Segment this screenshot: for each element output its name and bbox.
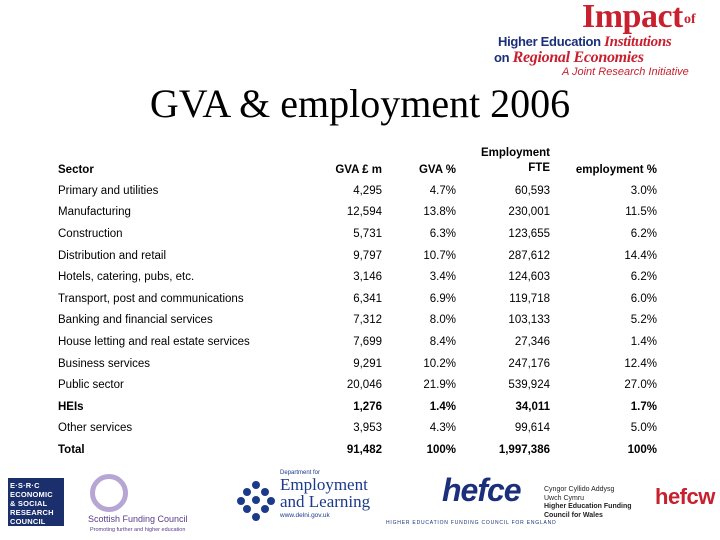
cell-sector: Total xyxy=(58,443,85,456)
cell-employment-pct: 12.4% xyxy=(624,357,657,370)
del-line2: Employment xyxy=(280,475,368,494)
cell-gva-m: 3,146 xyxy=(353,271,382,284)
cell-employment-fte: 60,593 xyxy=(514,184,550,197)
esrc-line: & SOCIAL xyxy=(10,499,48,508)
hefce-logo xyxy=(386,470,557,536)
logo-line2-a: on xyxy=(494,50,510,65)
del-dots-icon xyxy=(236,480,276,524)
del-text xyxy=(280,470,370,519)
cell-gva-m: 20,046 xyxy=(346,379,382,392)
impact-logo xyxy=(488,0,716,80)
cell-gva-pct: 13.8% xyxy=(423,206,456,219)
cell-employment-fte: 103,133 xyxy=(508,314,550,327)
cell-gva-m: 91,482 xyxy=(346,443,382,456)
logo-impact: Impact xyxy=(582,0,683,35)
cell-sector: Business services xyxy=(58,357,151,370)
table-row xyxy=(58,245,657,267)
del-line1: Department for xyxy=(280,470,321,476)
table-row xyxy=(58,180,657,202)
hefce-wordmark: hefce xyxy=(442,472,521,508)
cell-employment-pct: 6.2% xyxy=(630,227,657,240)
cell-employment-pct: 3.0% xyxy=(630,184,657,197)
cell-sector: Transport, post and communications xyxy=(58,292,244,305)
cell-employment-fte: 539,924 xyxy=(508,379,550,392)
cell-sector: Manufacturing xyxy=(58,206,131,219)
cell-employment-pct: 11.5% xyxy=(625,206,657,219)
hefcw-wordmark: hefcw xyxy=(655,484,715,509)
cell-employment-fte: 1,997,386 xyxy=(498,443,550,456)
cell-sector: HEIs xyxy=(58,400,84,413)
cell-gva-pct: 10.2% xyxy=(423,357,456,370)
gva-employment-table xyxy=(58,140,657,461)
cell-sector: Banking and financial services xyxy=(58,314,213,327)
logo-line2-b: Regional Economies xyxy=(512,49,644,66)
table-row xyxy=(58,374,657,396)
table-row xyxy=(58,418,657,440)
cell-employment-fte: 247,176 xyxy=(508,357,550,370)
table-row xyxy=(58,353,657,375)
esrc-line: ECONOMIC xyxy=(10,490,53,499)
cell-gva-pct: 6.9% xyxy=(429,292,456,305)
logo-line3: A Joint Research Initiative xyxy=(562,66,689,78)
cell-employment-pct: 5.0% xyxy=(630,422,657,435)
cell-gva-m: 3,953 xyxy=(353,422,382,435)
table-row xyxy=(58,223,657,245)
sfc-circle-icon xyxy=(90,474,128,512)
cell-gva-pct: 3.4% xyxy=(429,271,456,284)
cell-gva-pct: 8.4% xyxy=(429,335,456,348)
cell-gva-pct: 21.9% xyxy=(423,379,456,392)
footer-logos xyxy=(0,470,720,540)
hefce-subtitle: HIGHER EDUCATION FUNDING COUNCIL FOR ENGLAND xyxy=(386,520,557,526)
table-row xyxy=(58,396,657,418)
cell-employment-pct: 27.0% xyxy=(624,379,657,392)
logo-line2 xyxy=(494,49,644,67)
cell-gva-m: 12,594 xyxy=(346,206,382,219)
cell-sector: Other services xyxy=(58,422,133,435)
cell-sector: House letting and real estate services xyxy=(58,335,250,348)
cell-employment-fte: 119,718 xyxy=(509,292,550,305)
cell-employment-pct: 5.2% xyxy=(630,314,657,327)
cell-gva-m: 1,276 xyxy=(353,400,382,413)
sfc-logo xyxy=(82,474,222,534)
cell-sector: Public sector xyxy=(58,379,124,392)
header-fte-line2: FTE xyxy=(528,162,550,174)
cell-employment-fte: 27,346 xyxy=(514,335,550,348)
table-row xyxy=(58,266,657,288)
cell-gva-pct: 1.4% xyxy=(429,400,456,413)
cell-employment-fte: 287,612 xyxy=(508,249,550,262)
header-fte-line1: Employment xyxy=(480,147,550,159)
header-sector: Sector xyxy=(58,164,94,176)
cell-employment-fte: 34,011 xyxy=(515,400,550,413)
logo-of: of xyxy=(684,12,696,27)
header-gva-pct: GVA % xyxy=(418,164,456,176)
cell-gva-m: 6,341 xyxy=(353,292,382,305)
cell-gva-m: 9,797 xyxy=(353,249,382,262)
cell-employment-fte: 124,603 xyxy=(508,271,550,284)
del-line3: and Learning xyxy=(280,492,371,511)
cell-employment-pct: 100% xyxy=(627,443,657,456)
cell-sector: Primary and utilities xyxy=(58,184,159,197)
cell-gva-pct: 6.3% xyxy=(429,227,456,240)
cell-gva-m: 5,731 xyxy=(353,227,382,240)
sfc-name: Scottish Funding Council xyxy=(88,514,188,524)
table-row xyxy=(58,310,657,332)
cell-gva-m: 9,291 xyxy=(353,357,382,370)
hefcw-text xyxy=(544,486,632,520)
cell-gva-pct: 100% xyxy=(426,443,456,456)
cell-employment-pct: 6.2% xyxy=(630,271,657,284)
hefcw-line1: Cyngor Cyllido Addysg xyxy=(544,486,615,493)
hefcw-line3: Higher Education Funding xyxy=(544,503,632,510)
cell-employment-pct: 1.7% xyxy=(630,400,657,413)
esrc-line: E·S·R·C xyxy=(10,481,40,490)
cell-employment-fte: 123,655 xyxy=(508,227,550,240)
table-row xyxy=(58,288,657,310)
cell-sector: Hotels, catering, pubs, etc. xyxy=(58,271,195,284)
cell-gva-m: 4,295 xyxy=(353,184,382,197)
cell-employment-fte: 99,614 xyxy=(514,422,550,435)
cell-employment-pct: 6.0% xyxy=(630,292,657,305)
cell-employment-fte: 230,001 xyxy=(508,206,550,219)
hefcw-line4: Council for Wales xyxy=(544,511,603,519)
cell-gva-m: 7,699 xyxy=(353,335,382,348)
del-url: www.delni.gov.uk xyxy=(280,512,330,519)
cell-gva-pct: 10.7% xyxy=(423,249,456,262)
logo-line1-b: Institutions xyxy=(604,34,672,50)
cell-gva-pct: 4.7% xyxy=(429,184,456,197)
cell-employment-pct: 14.4% xyxy=(624,249,657,262)
logo-line1-a: Higher Education xyxy=(498,34,601,49)
cell-sector: Construction xyxy=(58,227,123,240)
esrc-logo xyxy=(8,478,64,526)
cell-employment-pct: 1.4% xyxy=(630,335,657,348)
sfc-tagline: Promoting further and higher education xyxy=(90,527,186,533)
table-header-row xyxy=(58,140,657,180)
page-title: GVA & employment 2006 xyxy=(149,81,571,126)
header-employment-fte xyxy=(456,140,550,180)
header-gva-m: GVA £ m xyxy=(335,164,382,176)
esrc-line: RESEARCH xyxy=(10,508,54,517)
cell-gva-m: 7,312 xyxy=(353,314,382,327)
esrc-line: COUNCIL xyxy=(10,517,46,526)
table-row xyxy=(58,439,657,461)
table-row xyxy=(58,331,657,353)
header-employment-pct: employment % xyxy=(575,164,657,176)
cell-sector: Distribution and retail xyxy=(58,249,167,262)
table-row xyxy=(58,202,657,224)
cell-gva-pct: 8.0% xyxy=(429,314,456,327)
del-logo xyxy=(236,470,371,536)
cell-gva-pct: 4.3% xyxy=(429,422,456,435)
hefcw-line2: Uwch Cymru xyxy=(544,494,585,502)
